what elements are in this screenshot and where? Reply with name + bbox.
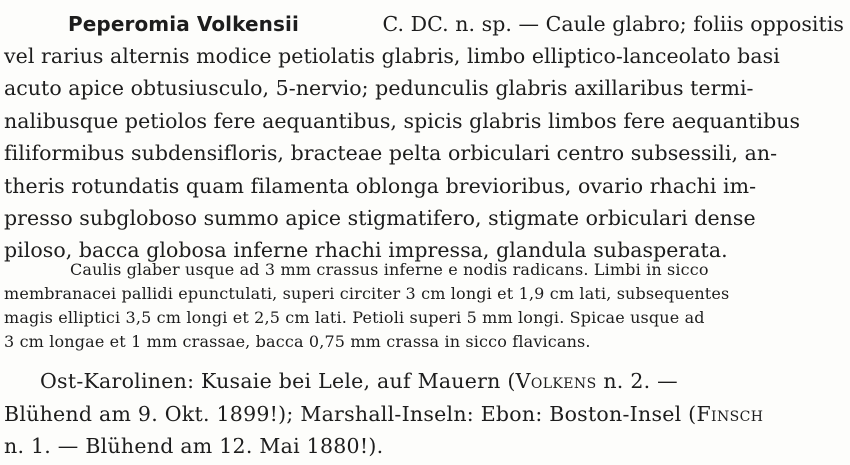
description-line-7: presso subgloboso summo apice stigmatifero, stigmate orbiculari dense xyxy=(4,206,756,230)
note-line-1: Caulis glaber usque ad 3 mm crassus inferne e nodis radicans. Limbi in sicco xyxy=(70,260,709,279)
description-line-1 xyxy=(68,14,844,35)
description-line-8: piloso, bacca globosa inferne rhachi impressa, glandula subasperata. xyxy=(4,238,728,262)
collector-name: Finsch xyxy=(696,402,764,426)
description-line-5: filiformibus subdensifloris, bracteae pelta orbiculari centro subsessili, an- xyxy=(4,141,778,165)
locality-line-2 xyxy=(4,404,763,425)
species-authority: C. DC. n. sp. — Caule glabro; foliis oppositis xyxy=(382,12,844,36)
species-name: Peperomia Volkensii xyxy=(68,12,299,36)
description-line-2: vel rarius alternis modice petiolatis glabris, limbo elliptico-lanceolato basi xyxy=(4,44,780,68)
note-line-4: 3 cm longae et 1 mm crassae, bacca 0,75 mm crassa in sicco flavicans. xyxy=(4,332,591,351)
description-line-6: theris rotundatis quam filamenta oblonga brevioribus, ovario rhachi im- xyxy=(4,174,757,198)
locality-line-3: n. 1. — Blühend am 12. Mai 1880!). xyxy=(4,434,384,458)
locality-text: Ost-Karolinen: Kusaie bei Lele, auf Mauern ( xyxy=(40,369,516,393)
collection-number: n. 2. — xyxy=(596,369,678,393)
locality-line-1 xyxy=(40,371,678,392)
note-line-2: membranacei pallidi epunctulati, superi circiter 3 cm longi et 1,9 cm lati, subsequentes xyxy=(4,284,730,303)
description-line-3: acuto apice obtusiusculo, 5-nervio; pedunculis glabris axillaribus termi- xyxy=(4,76,754,100)
locality-text: Blühend am 9. Okt. 1899!); Marshall-Inseln: Ebon: Boston-Insel ( xyxy=(4,402,697,426)
note-line-3: magis elliptici 3,5 cm longi et 2,5 cm lati. Petioli superi 5 mm longi. Spicae usque ad xyxy=(4,308,705,327)
description-line-4: nalibusque petiolos fere aequantibus, spicis glabris limbos fere aequantibus xyxy=(4,109,801,133)
collector-name: Volkens xyxy=(515,369,597,393)
